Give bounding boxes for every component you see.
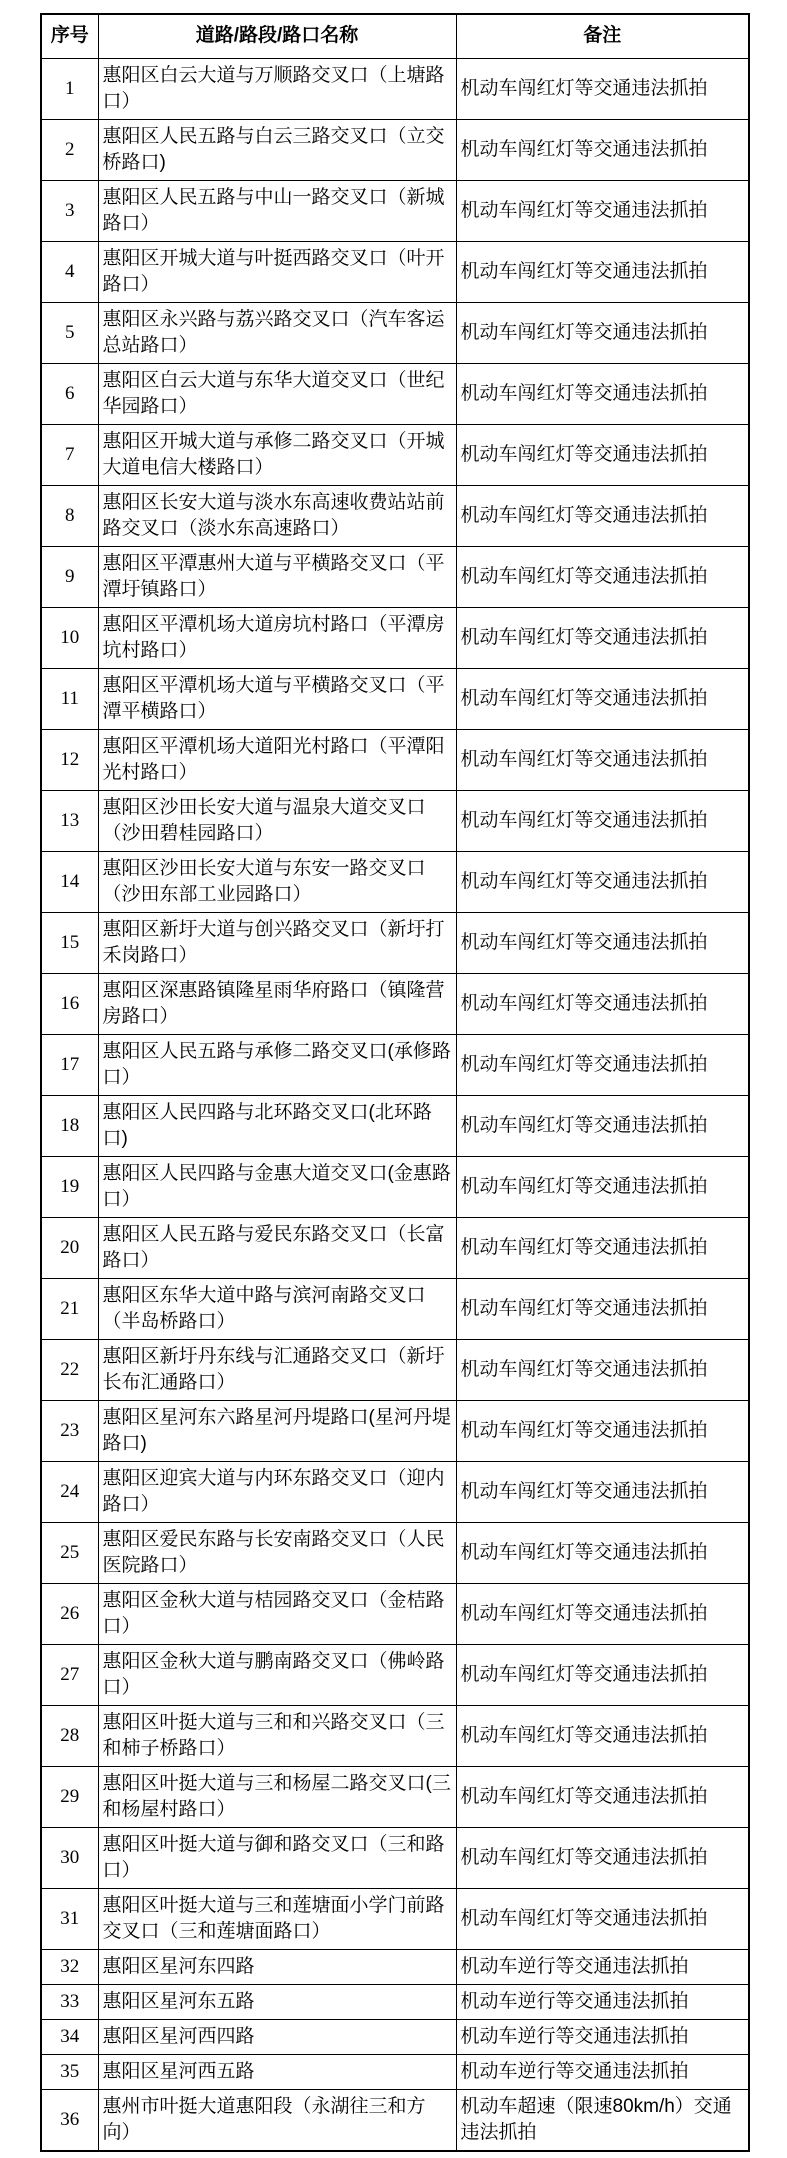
- remark-text: 机动车闯红灯等交通违法抓拍: [456, 302, 749, 363]
- row-index: 28: [41, 1705, 98, 1766]
- table-row: [41, 1766, 749, 1827]
- row-index: 20: [41, 1217, 98, 1278]
- row-index: 17: [41, 1034, 98, 1095]
- traffic-camera-locations-table: [40, 13, 750, 2152]
- road-name: 惠阳区人民五路与中山一路交叉口（新城路口）: [98, 180, 456, 241]
- row-index: 32: [41, 1949, 98, 1984]
- road-name: 惠阳区新圩丹东线与汇通路交叉口（新圩长布汇通路口）: [98, 1339, 456, 1400]
- row-index: 35: [41, 2054, 98, 2089]
- table-row: [41, 1156, 749, 1217]
- table-row: [41, 58, 749, 119]
- header-row: [41, 14, 749, 58]
- remark-text: 机动车逆行等交通违法抓拍: [456, 2054, 749, 2089]
- table-row: [41, 424, 749, 485]
- row-index: 1: [41, 58, 98, 119]
- row-index: 14: [41, 851, 98, 912]
- table-row: [41, 1095, 749, 1156]
- remark-text: 机动车闯红灯等交通违法抓拍: [456, 58, 749, 119]
- table-row: [41, 1034, 749, 1095]
- remark-text: 机动车闯红灯等交通违法抓拍: [456, 790, 749, 851]
- row-index: 19: [41, 1156, 98, 1217]
- row-index: 2: [41, 119, 98, 180]
- remark-text: 机动车闯红灯等交通违法抓拍: [456, 424, 749, 485]
- remark-text: 机动车闯红灯等交通违法抓拍: [456, 1705, 749, 1766]
- road-name: 惠阳区平潭机场大道阳光村路口（平潭阳光村路口）: [98, 729, 456, 790]
- table-row: [41, 668, 749, 729]
- road-name: 惠阳区白云大道与万顺路交叉口（上塘路口）: [98, 58, 456, 119]
- road-name: 惠阳区永兴路与荔兴路交叉口（汽车客运总站路口）: [98, 302, 456, 363]
- road-name: 惠阳区叶挺大道与三和莲塘面小学门前路交叉口（三和莲塘面路口）: [98, 1888, 456, 1949]
- road-name: 惠阳区星河西四路: [98, 2019, 456, 2054]
- road-name: 惠阳区人民四路与北环路交叉口(北环路口): [98, 1095, 456, 1156]
- table-row: [41, 1949, 749, 1984]
- road-name: 惠阳区白云大道与东华大道交叉口（世纪华园路口）: [98, 363, 456, 424]
- row-index: 24: [41, 1461, 98, 1522]
- row-index: 27: [41, 1644, 98, 1705]
- table-row: [41, 1888, 749, 1949]
- row-index: 10: [41, 607, 98, 668]
- road-name: 惠阳区平潭机场大道与平横路交叉口（平潭平横路口）: [98, 668, 456, 729]
- row-index: 22: [41, 1339, 98, 1400]
- remark-text: 机动车闯红灯等交通违法抓拍: [456, 1766, 749, 1827]
- row-index: 5: [41, 302, 98, 363]
- road-name: 惠阳区沙田长安大道与东安一路交叉口（沙田东部工业园路口）: [98, 851, 456, 912]
- road-name: 惠阳区平潭惠州大道与平横路交叉口（平潭圩镇路口）: [98, 546, 456, 607]
- table-row: [41, 1461, 749, 1522]
- table-row: [41, 1644, 749, 1705]
- table-body: [41, 58, 749, 2151]
- table-row: [41, 485, 749, 546]
- row-index: 3: [41, 180, 98, 241]
- table-row: [41, 1217, 749, 1278]
- row-index: 26: [41, 1583, 98, 1644]
- remark-text: 机动车闯红灯等交通违法抓拍: [456, 485, 749, 546]
- table-row: [41, 1705, 749, 1766]
- table-row: [41, 851, 749, 912]
- table-row: [41, 2054, 749, 2089]
- remark-text: 机动车闯红灯等交通违法抓拍: [456, 241, 749, 302]
- road-name: 惠阳区叶挺大道与三和杨屋二路交叉口(三和杨屋村路口）: [98, 1766, 456, 1827]
- road-name: 惠阳区叶挺大道与三和和兴路交叉口（三和柿子桥路口）: [98, 1705, 456, 1766]
- road-name: 惠阳区人民四路与金惠大道交叉口(金惠路口）: [98, 1156, 456, 1217]
- row-index: 23: [41, 1400, 98, 1461]
- remark-text: 机动车闯红灯等交通违法抓拍: [456, 1034, 749, 1095]
- table-row: [41, 180, 749, 241]
- column-header-name: 道路/路段/路口名称: [98, 14, 456, 58]
- remark-text: 机动车闯红灯等交通违法抓拍: [456, 729, 749, 790]
- table-row: [41, 1522, 749, 1583]
- row-index: 25: [41, 1522, 98, 1583]
- table-header: [41, 14, 749, 58]
- table-row: [41, 1339, 749, 1400]
- remark-text: 机动车闯红灯等交通违法抓拍: [456, 1644, 749, 1705]
- table-row: [41, 1400, 749, 1461]
- table-row: [41, 973, 749, 1034]
- table-row: [41, 1984, 749, 2019]
- remark-text: 机动车闯红灯等交通违法抓拍: [456, 180, 749, 241]
- remark-text: 机动车闯红灯等交通违法抓拍: [456, 1095, 749, 1156]
- road-name: 惠阳区开城大道与叶挺西路交叉口（叶开路口）: [98, 241, 456, 302]
- table-row: [41, 729, 749, 790]
- remark-text: 机动车闯红灯等交通违法抓拍: [456, 1217, 749, 1278]
- remark-text: 机动车闯红灯等交通违法抓拍: [456, 1461, 749, 1522]
- road-name: 惠阳区星河西五路: [98, 2054, 456, 2089]
- road-name: 惠阳区平潭机场大道房坑村路口（平潭房坑村路口）: [98, 607, 456, 668]
- remark-text: 机动车闯红灯等交通违法抓拍: [456, 668, 749, 729]
- road-name: 惠阳区金秋大道与桔园路交叉口（金桔路口）: [98, 1583, 456, 1644]
- row-index: 21: [41, 1278, 98, 1339]
- row-index: 15: [41, 912, 98, 973]
- road-name: 惠阳区人民五路与白云三路交叉口（立交桥路口): [98, 119, 456, 180]
- row-index: 13: [41, 790, 98, 851]
- table-row: [41, 363, 749, 424]
- remark-text: 机动车闯红灯等交通违法抓拍: [456, 851, 749, 912]
- table-row: [41, 2019, 749, 2054]
- road-name: 惠阳区长安大道与淡水东高速收费站站前路交叉口（淡水东高速路口）: [98, 485, 456, 546]
- row-index: 16: [41, 973, 98, 1034]
- remark-text: 机动车闯红灯等交通违法抓拍: [456, 912, 749, 973]
- row-index: 30: [41, 1827, 98, 1888]
- remark-text: 机动车闯红灯等交通违法抓拍: [456, 1339, 749, 1400]
- road-name: 惠阳区人民五路与爱民东路交叉口（长富路口）: [98, 1217, 456, 1278]
- remark-text: 机动车闯红灯等交通违法抓拍: [456, 1156, 749, 1217]
- remark-text: 机动车逆行等交通违法抓拍: [456, 1984, 749, 2019]
- row-index: 8: [41, 485, 98, 546]
- road-name: 惠州市叶挺大道惠阳段（永湖往三和方向）: [98, 2089, 456, 2151]
- road-name: 惠阳区东华大道中路与滨河南路交叉口（半岛桥路口）: [98, 1278, 456, 1339]
- table-row: [41, 1278, 749, 1339]
- road-name: 惠阳区开城大道与承修二路交叉口（开城大道电信大楼路口）: [98, 424, 456, 485]
- table-row: [41, 1583, 749, 1644]
- table-row: [41, 241, 749, 302]
- remark-text: 机动车闯红灯等交通违法抓拍: [456, 1827, 749, 1888]
- remark-text: 机动车闯红灯等交通违法抓拍: [456, 1522, 749, 1583]
- remark-text: 机动车闯红灯等交通违法抓拍: [456, 973, 749, 1034]
- remark-text: 机动车闯红灯等交通违法抓拍: [456, 1583, 749, 1644]
- table-row: [41, 546, 749, 607]
- road-name: 惠阳区星河东六路星河丹堤路口(星河丹堤路口): [98, 1400, 456, 1461]
- row-index: 12: [41, 729, 98, 790]
- row-index: 11: [41, 668, 98, 729]
- table-row: [41, 912, 749, 973]
- table-row: [41, 607, 749, 668]
- remark-text: 机动车超速（限速80km/h）交通违法抓拍: [456, 2089, 749, 2151]
- road-name: 惠阳区沙田长安大道与温泉大道交叉口（沙田碧桂园路口）: [98, 790, 456, 851]
- row-index: 4: [41, 241, 98, 302]
- row-index: 7: [41, 424, 98, 485]
- row-index: 31: [41, 1888, 98, 1949]
- remark-text: 机动车闯红灯等交通违法抓拍: [456, 363, 749, 424]
- table-row: [41, 2089, 749, 2151]
- table-row: [41, 1827, 749, 1888]
- road-name: 惠阳区新圩大道与创兴路交叉口（新圩打禾岗路口）: [98, 912, 456, 973]
- remark-text: 机动车闯红灯等交通违法抓拍: [456, 1888, 749, 1949]
- column-header-index: 序号: [41, 14, 98, 58]
- road-name: 惠阳区爱民东路与长安南路交叉口（人民医院路口）: [98, 1522, 456, 1583]
- remark-text: 机动车闯红灯等交通违法抓拍: [456, 1278, 749, 1339]
- road-name: 惠阳区星河东五路: [98, 1984, 456, 2019]
- row-index: 9: [41, 546, 98, 607]
- row-index: 29: [41, 1766, 98, 1827]
- road-name: 惠阳区人民五路与承修二路交叉口(承修路口）: [98, 1034, 456, 1095]
- road-name: 惠阳区深惠路镇隆星雨华府路口（镇隆营房路口）: [98, 973, 456, 1034]
- table-row: [41, 790, 749, 851]
- remark-text: 机动车闯红灯等交通违法抓拍: [456, 546, 749, 607]
- remark-text: 机动车逆行等交通违法抓拍: [456, 2019, 749, 2054]
- row-index: 33: [41, 1984, 98, 2019]
- table-row: [41, 119, 749, 180]
- row-index: 18: [41, 1095, 98, 1156]
- road-name: 惠阳区叶挺大道与御和路交叉口（三和路口）: [98, 1827, 456, 1888]
- road-name: 惠阳区金秋大道与鹏南路交叉口（佛岭路口）: [98, 1644, 456, 1705]
- row-index: 36: [41, 2089, 98, 2151]
- row-index: 6: [41, 363, 98, 424]
- road-name: 惠阳区星河东四路: [98, 1949, 456, 1984]
- remark-text: 机动车闯红灯等交通违法抓拍: [456, 1400, 749, 1461]
- table-row: [41, 302, 749, 363]
- remark-text: 机动车逆行等交通违法抓拍: [456, 1949, 749, 1984]
- remark-text: 机动车闯红灯等交通违法抓拍: [456, 119, 749, 180]
- row-index: 34: [41, 2019, 98, 2054]
- remark-text: 机动车闯红灯等交通违法抓拍: [456, 607, 749, 668]
- road-name: 惠阳区迎宾大道与内环东路交叉口（迎内路口）: [98, 1461, 456, 1522]
- column-header-remark: 备注: [456, 14, 749, 58]
